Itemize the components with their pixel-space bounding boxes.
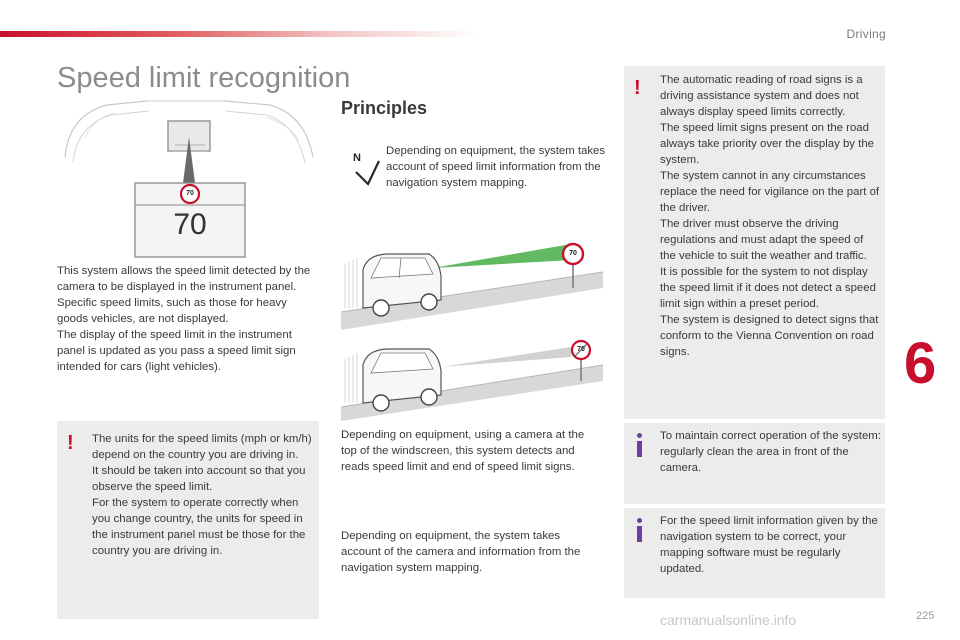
units-warning-text: The units for the speed limits (mph or km/h) depend on the country you are driving in. It should be taken into account so that you observe the speed limit. For the system to operate correctly when you change country, the units for speed in the instrument panel must be those for the country you are driving in. <box>92 433 312 557</box>
mapping-update-text: For the speed limit information given by the navigation system to be correct, your mapping software must be regularly updated. <box>660 515 878 575</box>
chapter-number: 6 <box>904 331 937 396</box>
info-icon <box>637 518 642 542</box>
camera-text: Depending on equipment, using a camera at the top of the windscreen, this system detects and reads speed limit and end of speed limit signs. <box>341 429 585 473</box>
scene2-sign-value: 70 <box>577 346 585 353</box>
section-title: Driving <box>846 27 886 41</box>
camera-navigation-illustration <box>341 337 603 421</box>
camera-cleaning-text: To maintain correct operation of the system: regularly clean the area in front of the camera. <box>660 430 881 474</box>
page-number: 225 <box>916 610 935 622</box>
scene1-sign-value: 70 <box>569 250 577 257</box>
automatic-reading-warning-text: The automatic reading of road signs is a driving assistance system and does not always display speed limits correctly. The speed limit signs present on the road always take priority over the display by the system. The system cannot in any circumstances replace the need for vigilance on the part of the driver. The driver must observe the driving regulations and must adapt the speed of the vehicle to suit the weather and traffic. It is possible for the system to not display the speed limit if it does not detect a speed limit sign within a preset period. The system is designed to detect signs that conform to the Vienna Convention on road signs. <box>660 74 880 358</box>
warning-icon: ! <box>67 432 74 454</box>
cluster-speed-display: 70 <box>173 208 207 241</box>
intro-text: This system allows the speed limit detected by the camera to be displayed in the instrument panel. Specific speed limits, such as those for heavy goods vehicles, are not displayed. The display of the speed limit in the instrument panel is updated as you pass a speed limit sign intended for cars (light vehicles). <box>57 265 311 373</box>
camera-navigation-text: Depending on equipment, the system takes account of the camera and information from the navigation system mapping. <box>341 530 581 574</box>
info-icon <box>637 433 642 457</box>
cluster-speed-sign-value: 70 <box>186 190 194 197</box>
navigation-north-label: N <box>353 152 361 164</box>
section-subtitle: Principles <box>341 98 428 118</box>
watermark: carmanualsonline.info <box>660 612 797 628</box>
navigation-note: Depending on equipment, the system takes account of speed limit information from the navigation system mapping. <box>386 145 606 189</box>
header-accent-bar <box>0 31 480 37</box>
page-title: Speed limit recognition <box>57 62 351 94</box>
warning-icon: ! <box>634 77 641 99</box>
